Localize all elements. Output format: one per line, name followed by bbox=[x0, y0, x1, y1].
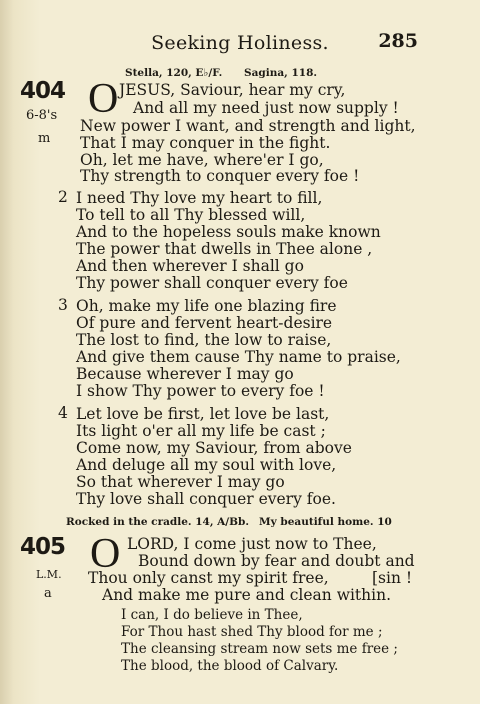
verse-line: Oh, let me have, where'er I go, bbox=[80, 151, 324, 169]
verse-line: The power that dwells in Thee alone , bbox=[76, 240, 373, 258]
verse-line: And then wherever I shall go bbox=[76, 257, 304, 275]
hymn-meter: 6-8's bbox=[26, 108, 58, 123]
tune-reference-left: Stella, 120, E♭/F. bbox=[125, 67, 223, 79]
verse-line: I show Thy power to every foe ! bbox=[76, 382, 325, 400]
verse-line: And make me pure and clean within. bbox=[102, 586, 392, 604]
verse-line-turnover: [sin ! bbox=[372, 569, 413, 587]
chorus-line: The blood, the blood of Calvary. bbox=[121, 658, 339, 674]
verse-line: Because wherever I may go bbox=[76, 365, 294, 383]
hymn-key: m bbox=[38, 131, 51, 146]
verse-line: Let love be first, let love be last, bbox=[76, 405, 330, 423]
verse-line: Bound down by fear and doubt and bbox=[138, 552, 415, 570]
verse-line: JESUS, Saviour, hear my cry, bbox=[119, 81, 346, 99]
verse-number: 3 bbox=[58, 296, 68, 314]
verse-line: The lost to find, the low to raise, bbox=[76, 331, 332, 349]
verse-line: Thy love shall conquer every foe. bbox=[76, 490, 336, 508]
verse-line: New power I want, and strength and light, bbox=[80, 117, 416, 135]
verse-line: Thou only canst my spirit free, bbox=[88, 569, 329, 587]
page-number: 285 bbox=[378, 30, 418, 52]
verse-line: LORD, I come just now to Thee, bbox=[127, 535, 377, 553]
hymn-number: 405 bbox=[20, 534, 66, 560]
verse-number: 4 bbox=[58, 404, 68, 422]
verse-line: Thy power shall conquer every foe bbox=[76, 274, 348, 292]
verse-line: And all my need just now supply ! bbox=[133, 99, 399, 117]
hymn-meter: L.M. bbox=[36, 568, 62, 581]
verse-line: Come now, my Saviour, from above bbox=[76, 439, 352, 457]
verse-line: I need Thy love my heart to fill, bbox=[76, 189, 323, 207]
chorus-line: I can, I do believe in Thee, bbox=[121, 607, 303, 623]
verse-line: To tell to all Thy blessed will, bbox=[76, 206, 306, 224]
verse-line: And give them cause Thy name to praise, bbox=[76, 348, 401, 366]
verse-line: That I may conquer in the fight. bbox=[80, 134, 331, 152]
hymn-key: a bbox=[44, 586, 52, 601]
verse-line: And deluge all my soul with love, bbox=[76, 456, 337, 474]
tune-reference-right: My beautiful home. 10 bbox=[259, 516, 392, 528]
verse-number: 2 bbox=[58, 188, 68, 206]
hymn-number: 404 bbox=[20, 78, 66, 104]
verse-line: Its light o'er all my life be cast ; bbox=[76, 422, 326, 440]
tune-reference-left: Rocked in the cradle. 14, A/Bb. bbox=[66, 516, 250, 528]
page-title: Seeking Holiness. bbox=[151, 32, 329, 54]
verse-line: So that wherever I may go bbox=[76, 473, 285, 491]
verse-line: Thy strength to conquer every foe ! bbox=[80, 167, 360, 185]
drop-cap: O bbox=[90, 531, 121, 577]
tune-reference-right: Sagina, 118. bbox=[244, 67, 318, 79]
chorus-line: For Thou hast shed Thy blood for me ; bbox=[121, 624, 383, 640]
verse-line: Of pure and fervent heart-desire bbox=[76, 314, 333, 332]
verse-line: Oh, make my life one blazing fire bbox=[76, 297, 337, 315]
drop-cap: O bbox=[88, 76, 119, 122]
verse-line: And to the hopeless souls make known bbox=[76, 223, 381, 241]
chorus-line: The cleansing stream now sets me free ; bbox=[121, 641, 398, 657]
